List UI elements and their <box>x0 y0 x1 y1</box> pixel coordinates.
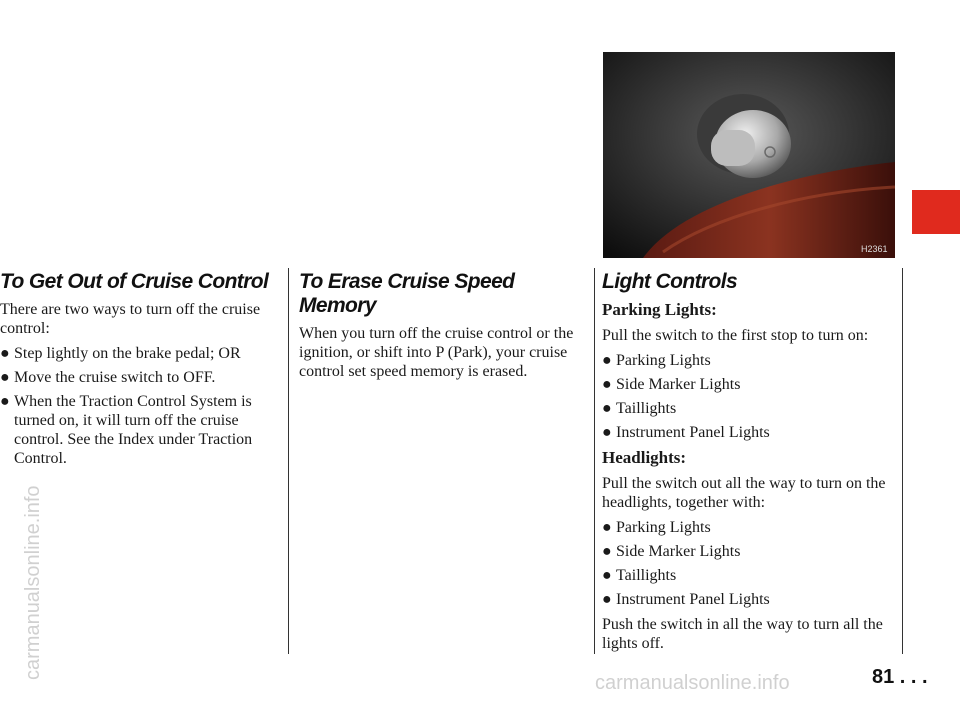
bullet-icon: ● <box>602 352 612 369</box>
list-item: ● Step lightly on the brake pedal; OR <box>0 345 241 362</box>
light-switch-photo <box>603 52 895 258</box>
watermark-vertical: carmanualsonline.info <box>22 485 44 680</box>
bullet-icon: ● <box>602 543 612 560</box>
bullet-icon: ● <box>0 369 10 386</box>
bullet-icon: ● <box>602 567 612 584</box>
headlights-heading: Headlights: <box>602 448 687 467</box>
list-item: ● Side Marker Lights <box>602 376 741 393</box>
cruise-off-section <box>0 270 282 474</box>
body-text: When you turn off the cruise control or the ignition, or shift into P (Park), your cruise control set speed memory is erased. <box>299 325 574 380</box>
photo-code: H2361 <box>861 244 888 254</box>
section-tab <box>912 190 960 234</box>
parking-list <box>602 351 898 442</box>
list-item: ● Taillights <box>602 400 677 417</box>
light-controls-section <box>602 270 898 659</box>
list-item: ● When the Traction Control System is turned on, it will turn off the cruise control. See the Index under Traction Control. <box>0 393 253 467</box>
column-divider <box>594 268 595 654</box>
list-item: ● Parking Lights <box>602 352 711 369</box>
headlights-list <box>602 518 898 609</box>
parking-heading: Parking Lights: <box>602 300 717 319</box>
watermark-text[interactable]: carmanualsonline.info <box>595 672 790 694</box>
list-item: ● Side Marker Lights <box>602 543 741 560</box>
bullet-icon: ● <box>602 376 612 393</box>
section-title: To Get Out of Cruise Control <box>0 270 269 293</box>
parking-intro: Pull the switch to the first stop to turn on: <box>602 327 869 344</box>
light-switch-illustration <box>603 52 895 258</box>
erase-memory-section <box>299 270 581 387</box>
bullet-icon: ● <box>602 424 612 441</box>
list-item: ● Instrument Panel Lights <box>602 591 770 608</box>
headlights-intro: Pull the switch out all the way to turn on the headlights, together with: <box>602 475 886 511</box>
page-number: 81 . . . <box>872 666 928 688</box>
bullet-icon: ● <box>0 393 10 410</box>
list-item: ● Taillights <box>602 567 677 584</box>
intro-text: There are two ways to turn off the cruise control: <box>0 301 261 337</box>
bullet-icon: ● <box>602 591 612 608</box>
list-item: ● Move the cruise switch to OFF. <box>0 369 216 386</box>
bullet-icon: ● <box>602 400 612 417</box>
section-title: Light Controls <box>602 270 738 293</box>
bullet-list <box>0 344 282 468</box>
bullet-icon: ● <box>602 519 612 536</box>
list-item: ● Instrument Panel Lights <box>602 424 770 441</box>
bullet-icon: ● <box>0 345 10 362</box>
column-divider <box>288 268 289 654</box>
section-title: To Erase Cruise Speed Memory <box>299 270 515 317</box>
closing-text: Push the switch in all the way to turn all the lights off. <box>602 616 883 652</box>
list-item: ● Parking Lights <box>602 519 711 536</box>
column-divider <box>902 268 903 654</box>
